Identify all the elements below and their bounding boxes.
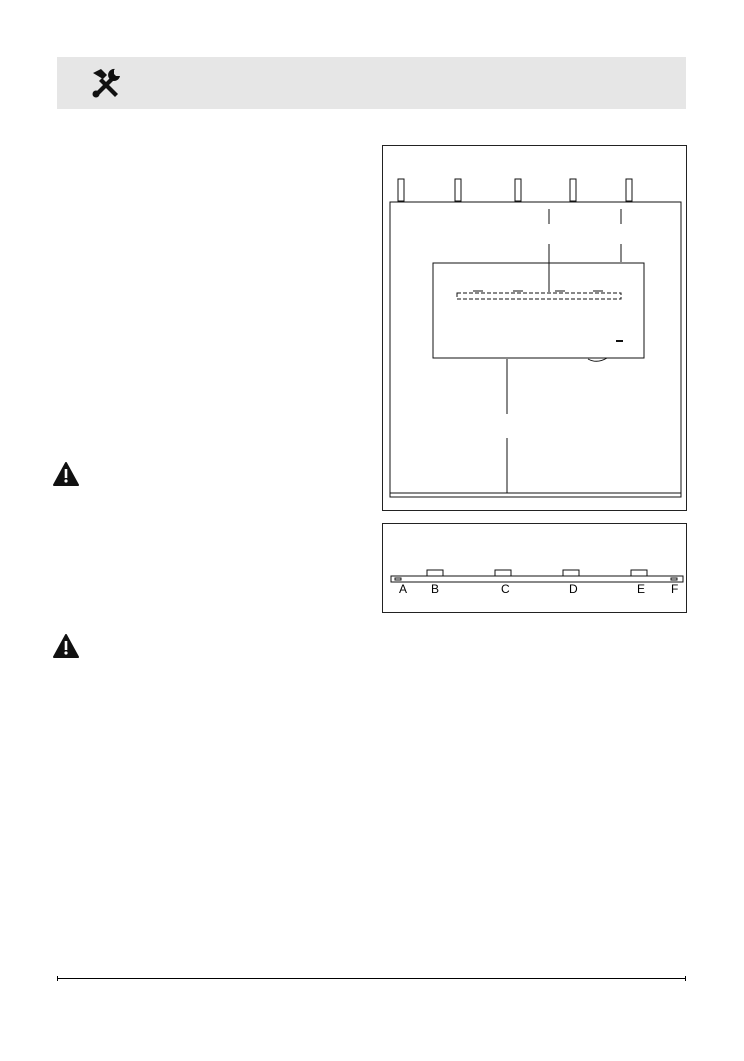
ruler-label-d: D (569, 582, 578, 596)
footer-rule-left-tick (57, 976, 58, 981)
position-ruler-diagram (382, 523, 687, 613)
ruler-label-e: E (637, 582, 646, 596)
section-header-band (57, 57, 686, 109)
footer-rule (57, 978, 686, 979)
footer-rule-right-tick (685, 976, 686, 981)
warning-triangle-icon (53, 634, 79, 658)
tools-icon (87, 65, 123, 101)
installation-diagram (382, 145, 687, 511)
warning-triangle-icon (53, 462, 79, 486)
ruler-label-f: F (671, 582, 679, 596)
ruler-label-c: C (501, 582, 510, 596)
ruler-label-a: A (399, 582, 408, 596)
ruler-label-b: B (431, 582, 440, 596)
